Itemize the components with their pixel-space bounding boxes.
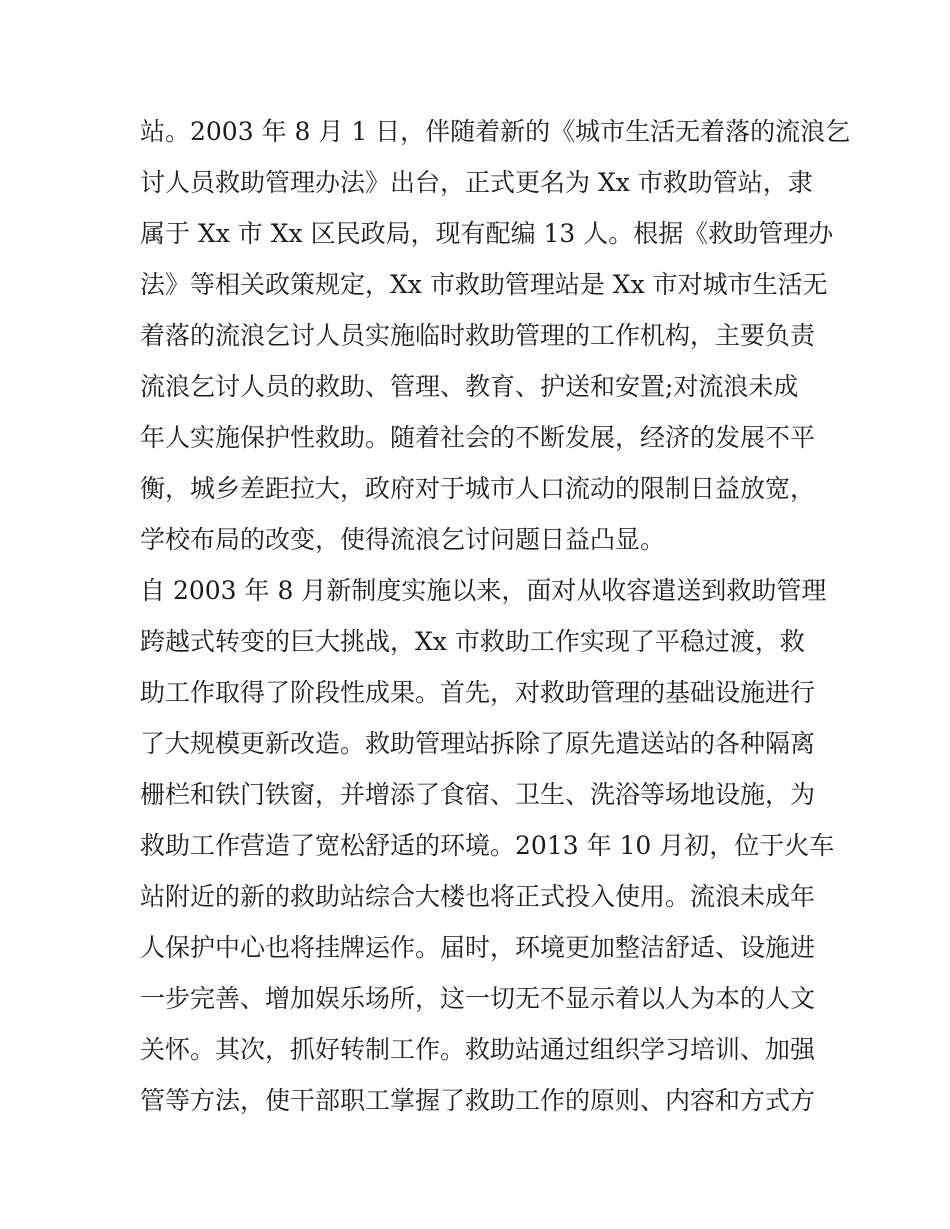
text-line: 站附近的新的救助站综合大楼也将正式投入使用。流浪未成年: [140, 882, 816, 911]
text-line: 关怀。其次，抓好转制工作。救助站通过组织学习培训、加强: [140, 1035, 816, 1064]
text-line: 年人实施保护性救助。随着社会的不断发展，经济的发展不平: [140, 423, 816, 452]
text-line: 了大规模更新改造。救助管理站拆除了原先遣送站的各种隔离: [140, 729, 816, 758]
text-line: 管等方法，使干部职工掌握了救助工作的原则、内容和方式方: [140, 1086, 816, 1115]
text-line: 自 2003 年 8 月新制度实施以来，面对从收容遣送到救助管理: [140, 576, 827, 605]
text-line: 属于 Xx 市 Xx 区民政局，现有配编 13 人。根据《救助管理办: [140, 219, 834, 248]
text-line: 人保护中心也将挂牌运作。届时，环境更加整洁舒适、设施进: [140, 933, 816, 962]
text-line: 救助工作营造了宽松舒适的环境。2013 年 10 月初，位于火车: [140, 831, 835, 860]
text-line: 跨越式转变的巨大挑战，Xx 市救助工作实现了平稳过渡，救: [140, 627, 805, 656]
text-line: 一步完善、增加娱乐场所，这一切无不显示着以人为本的人文: [140, 984, 816, 1013]
text-line: 流浪乞讨人员的救助、管理、教育、护送和安置;对流浪未成: [140, 372, 799, 401]
text-line: 法》等相关政策规定，Xx 市救助管理站是 Xx 市对城市生活无: [140, 270, 828, 299]
text-line: 栅栏和铁门铁窗，并增添了食宿、卫生、洗浴等场地设施，为: [140, 780, 816, 809]
body-text: [140, 106, 851, 1126]
text-line: 讨人员救助管理办法》出台，正式更名为 Xx 市救助管站，隶: [140, 168, 813, 197]
text-line: 站。2003 年 8 月 1 日，伴随着新的《城市生活无着落的流浪乞: [140, 117, 851, 146]
text-line: 学校布局的改变，使得流浪乞讨问题日益凸显。: [140, 525, 666, 554]
text-line: 着落的流浪乞讨人员实施临时救助管理的工作机构，主要负责: [140, 321, 816, 350]
text-line: 助工作取得了阶段性成果。首先，对救助管理的基础设施进行: [140, 678, 816, 707]
text-line: 衡，城乡差距拉大，政府对于城市人口流动的限制日益放宽，: [140, 474, 816, 503]
